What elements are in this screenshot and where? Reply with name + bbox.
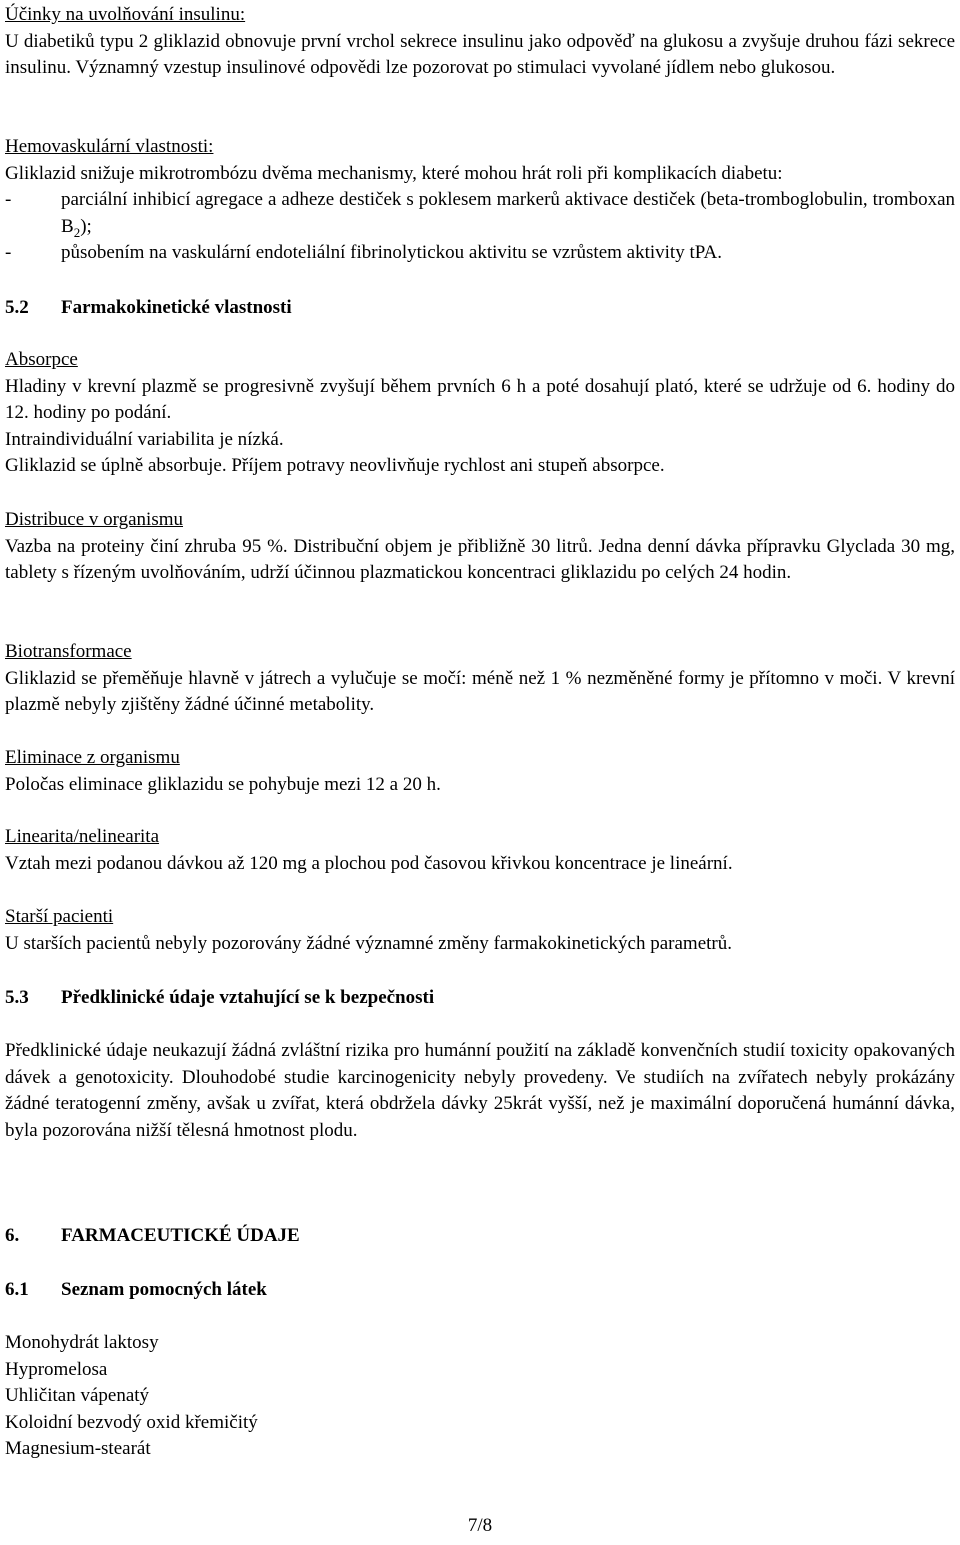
- section-title: Farmakokinetické vlastnosti: [61, 297, 292, 318]
- hemo-item2-text: působením na vaskulární endoteliální fibrinolytickou aktivitu se vzrůstem aktivity tPA.: [61, 242, 723, 263]
- insulin-section: [5, 2, 955, 82]
- hemo-item1-text: parciální inhibicí agregace a adheze destiček s poklesem markerů aktivace destiček (beta-tromboglobulin, tromboxan B: [61, 189, 955, 237]
- linearita-heading: Linearita/nelinearita: [5, 826, 160, 847]
- list-item: Monohydrát laktosy: [5, 1332, 159, 1353]
- distribuce-heading: Distribuce v organismu: [5, 509, 184, 530]
- section-title: FARMACEUTICKÉ ÚDAJE: [61, 1225, 300, 1246]
- section-6-heading: [5, 1223, 955, 1250]
- eliminace-section: [5, 745, 955, 798]
- section-number: 5.2: [5, 297, 29, 318]
- hemo-heading: Hemovaskulární vlastnosti:: [5, 136, 214, 157]
- section-number: 6.: [5, 1225, 20, 1246]
- eliminace-heading: Eliminace z organismu: [5, 747, 180, 768]
- absorpce-section: [5, 347, 955, 480]
- list-item: Hypromelosa: [5, 1358, 108, 1380]
- hemo-section: [5, 134, 955, 267]
- insulin-heading: Účinky na uvolňování insulinu:: [5, 4, 246, 25]
- eliminace-paragraph: Poločas eliminace gliklazidu se pohybuje mezi 12 a 20 h.: [5, 773, 441, 795]
- section-6-1-heading: [5, 1277, 955, 1304]
- absorpce-p2: Intraindividuální variabilita je nízká.: [5, 428, 284, 450]
- starsi-section: [5, 904, 955, 957]
- hemo-list-item: [5, 187, 955, 240]
- list-item: Magnesium-stearát: [5, 1438, 151, 1459]
- section-5-2-heading: [5, 295, 955, 322]
- biotransformace-paragraph: Gliklazid se přeměňuje hlavně v játrech a vylučuje se močí: méně než 1 % nezměněné formy je přítomno v moči. V krevní plazmě nebyly zjištěny žádné účinné metabolity.: [5, 667, 955, 715]
- section-number: 6.1: [5, 1279, 29, 1300]
- absorpce-p1: Hladiny v krevní plazmě se progresivně zvyšují během prvních 6 h a poté dosahují plató, které se udržuje od 6. hodiny do 12. hodiny po podání.: [5, 375, 955, 423]
- hemo-item1-end: );: [80, 215, 92, 237]
- linearita-paragraph: Vztah mezi podanou dávkou až 120 mg a plochou pod časovou křivkou koncentrace je lineární.: [5, 852, 733, 874]
- absorpce-heading: Absorpce: [5, 349, 78, 370]
- list-item: Uhličitan vápenatý: [5, 1385, 150, 1406]
- distribuce-section: [5, 507, 955, 587]
- absorpce-p3: Gliklazid se úplně absorbuje. Příjem potravy neovlivňuje rychlost ani stupeň absorpce.: [5, 455, 665, 476]
- section-5-3-paragraph: Předklinické údaje neukazují žádná zvláštní rizika pro humánní použití na základě konvenčních studií toxicity opakovaných dávek a genotoxicity. Dlouhodobé studie karcinogenicity nebyly provedeny. Ve studiích na zvířatech nebyly prokázány žádné teratogenní změny, avšak u zvířat, která obdržela dávky 25krát vyšší, než je maximální doporučená humánní dávka, byla pozorována nižší tělesná hmotnost plodu.: [5, 1040, 955, 1141]
- distribuce-paragraph: Vazba na proteiny činí zhruba 95 %. Distribuční objem je přibližně 30 litrů. Jedna denní dávka přípravku Glyclada 30 mg, tablety s řízeným uvolňováním, udrží účinnou plazmatickou koncentraci gliklazidu po celých 24 hodin.: [5, 535, 955, 583]
- hemo-list-item: [5, 240, 955, 267]
- excipient-list: [5, 1330, 955, 1463]
- hemo-item1-subscript: 2: [73, 224, 81, 240]
- section-title: Předklinické údaje vztahující se k bezpečnosti: [61, 987, 435, 1008]
- starsi-heading: Starší pacienti: [5, 906, 114, 927]
- starsi-paragraph: U starších pacientů nebyly pozorovány žádné významné změny farmakokinetických parametrů.: [5, 932, 732, 954]
- page-number: 7/8: [467, 1515, 493, 1536]
- list-item: Koloidní bezvodý oxid křemičitý: [5, 1411, 258, 1433]
- biotransformace-heading: Biotransformace: [5, 641, 132, 662]
- bullet-dash: -: [5, 189, 12, 210]
- linearita-section: [5, 824, 955, 877]
- bullet-dash: -: [5, 242, 12, 263]
- insulin-paragraph: U diabetiků typu 2 gliklazid obnovuje první vrchol sekrece insulinu jako odpověď na glukosu a zvyšuje druhou fázi sekrece insulinu. Významný vzestup insulinové odpovědi lze pozorovat po stimulaci vyvolané jídlem nebo glukosou.: [5, 30, 955, 78]
- biotransformace-section: [5, 639, 955, 719]
- section-number: 5.3: [5, 987, 29, 1008]
- section-5-3-heading: [5, 985, 955, 1012]
- hemo-intro: Gliklazid snižuje mikrotrombózu dvěma mechanismy, které mohou hrát roli při komplikacích diabetu:: [5, 162, 783, 184]
- section-title: Seznam pomocných látek: [61, 1279, 267, 1300]
